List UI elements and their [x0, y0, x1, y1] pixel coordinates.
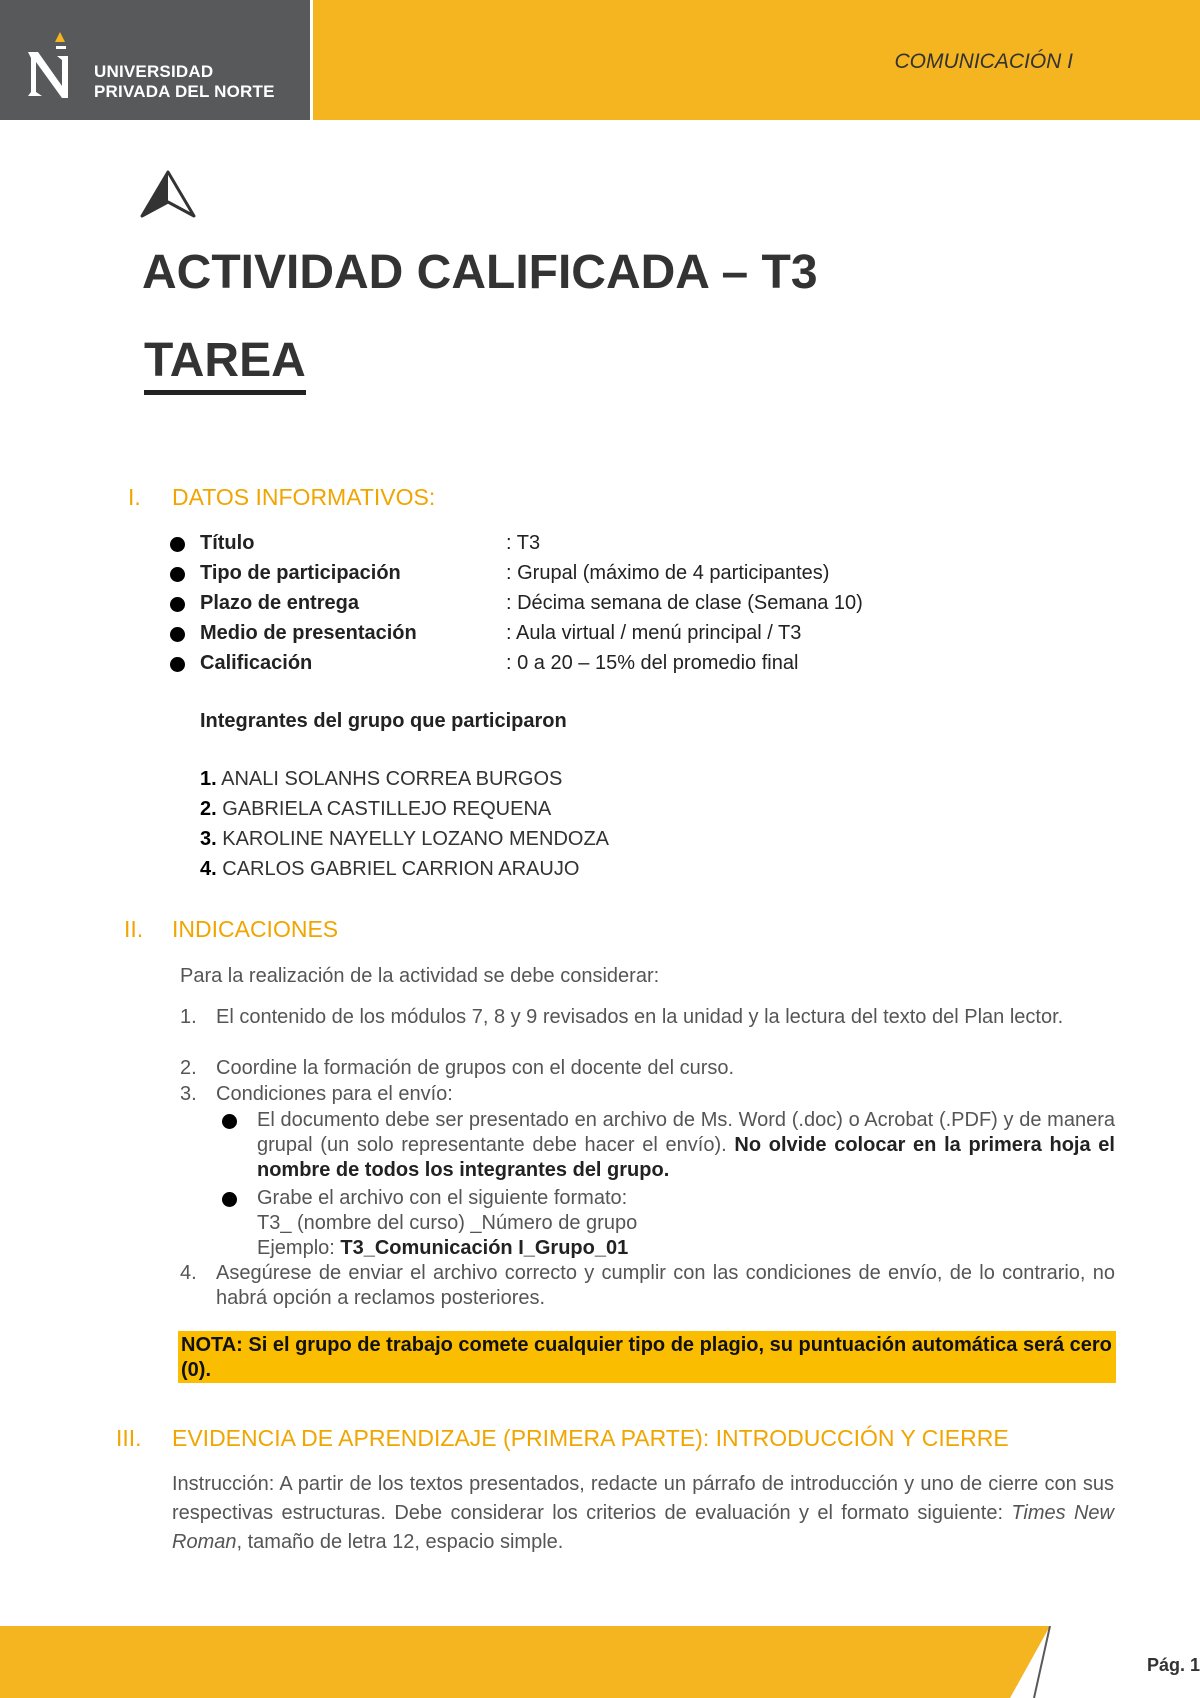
format-pattern: T3_ (nombre del curso) _Número de grupo [257, 1212, 638, 1234]
instruction-text: Instrucción: A partir de los textos presentados, redacte un párrafo de introducción y uno de cierre con sus respectivas estructuras. Debe considerar los criterios de evaluación y el formato siguiente: [172, 1473, 1114, 1524]
bullet-icon [170, 567, 185, 582]
bullet-icon [170, 597, 185, 612]
indication-number: 4. [180, 1262, 197, 1284]
page-number: Pág. 1 [1146, 1655, 1200, 1675]
condition-text [257, 1186, 1115, 1261]
member-item [200, 858, 579, 881]
page-subtitle: TAREA [144, 333, 306, 395]
instruction-text-end: , tamaño de letra 12, espacio simple. [236, 1531, 564, 1553]
bullet-icon [170, 537, 185, 552]
section3-number: III. [116, 1425, 142, 1451]
format-example [257, 1236, 1115, 1261]
bullet-icon [222, 1114, 237, 1129]
info-value: : 0 a 20 – 15% del promedio final [506, 652, 799, 674]
university-logo [0, 0, 313, 120]
navigation-arrow-icon [140, 170, 196, 218]
info-label: Tipo de participación [200, 562, 401, 584]
member-number: 4. [200, 858, 217, 880]
info-label: Título [200, 532, 255, 554]
indication-text: Asegúrese de enviar el archivo correcto y cumplir con las condiciones de envío, de lo contrario, no habrá opción a reclamos posteriores. [216, 1262, 1115, 1309]
info-label: Calificación [200, 652, 313, 674]
indication-number: 1. [180, 1006, 197, 1028]
section2-title: INDICACIONES [172, 916, 339, 942]
indications-intro: Para la realización de la actividad se debe considerar: [180, 965, 660, 987]
condition-text [257, 1108, 1115, 1183]
member-number: 2. [200, 798, 217, 820]
logo-text [94, 62, 275, 102]
course-name: COMUNICACIÓN I [894, 50, 1073, 73]
info-label: Plazo de entrega [200, 592, 359, 614]
condition-text-normal: El documento debe ser presentado en archivo de Ms. Word (.doc) o Acrobat (.PDF) y de manera grupal (un solo representante debe hacer el envío). [257, 1109, 1115, 1156]
format-line: Grabe el archivo con el siguiente formato: [257, 1187, 628, 1209]
section3-heading [116, 1425, 1009, 1452]
member-number: 1. [200, 768, 217, 790]
section2-heading [124, 916, 339, 943]
condition-text-bold: No olvide colocar en la primera hoja el nombre de todos los integrantes del grupo. [257, 1134, 1115, 1181]
member-item [200, 798, 551, 821]
members-title: Integrantes del grupo que participaron [200, 710, 567, 732]
bullet-icon [222, 1192, 237, 1207]
section1-number: I. [128, 484, 141, 510]
info-value: : Décima semana de clase (Semana 10) [506, 592, 863, 614]
footer-bar [0, 1626, 1200, 1698]
member-name: CARLOS GABRIEL CARRION ARAUJO [222, 858, 580, 880]
section2-number: II. [124, 916, 144, 942]
member-number: 3. [200, 828, 217, 850]
section1-title: DATOS INFORMATIVOS: [172, 484, 436, 510]
info-value: : T3 [506, 532, 541, 554]
instruction-paragraph [172, 1470, 1114, 1557]
indication-text: El contenido de los módulos 7, 8 y 9 revisados en la unidad y la lectura del texto del Plan lector. [216, 1006, 1064, 1028]
indication-text: Coordine la formación de grupos con el docente del curso. [216, 1057, 735, 1079]
example-value: T3_Comunicación I_Grupo_01 [340, 1237, 629, 1259]
indication-text: Condiciones para el envío: [216, 1083, 453, 1105]
footer-slash-icon [1010, 1626, 1070, 1698]
info-label: Medio de presentación [200, 622, 417, 644]
indication-number: 2. [180, 1057, 197, 1079]
member-item [200, 828, 609, 851]
section3-title: EVIDENCIA DE APRENDIZAJE (PRIMERA PARTE): INTRODUCCIÓN Y CIERRE [172, 1425, 1009, 1451]
member-name: ANALI SOLANHS CORREA BURGOS [221, 768, 563, 790]
header-bar [0, 0, 1200, 120]
bullet-icon [170, 657, 185, 672]
logo-n-icon [22, 30, 82, 100]
warning-note: NOTA: Si el grupo de trabajo comete cualquier tipo de plagio, su puntuación automática será cero (0). [178, 1331, 1116, 1383]
member-name: GABRIELA CASTILLEJO REQUENA [222, 798, 552, 820]
logo-line2: PRIVADA DEL NORTE [94, 82, 275, 101]
page-title: ACTIVIDAD CALIFICADA – T3 [142, 246, 818, 299]
bullet-icon [170, 627, 185, 642]
member-name: KAROLINE NAYELLY LOZANO MENDOZA [222, 828, 610, 850]
instruction-font-name: Times New Roman [172, 1502, 1114, 1553]
member-item [200, 768, 562, 791]
info-value: : Grupal (máximo de 4 participantes) [506, 562, 830, 584]
section1-heading [128, 484, 436, 511]
indication-number: 3. [180, 1083, 197, 1105]
example-label: Ejemplo: [257, 1237, 341, 1259]
info-value: : Aula virtual / menú principal / T3 [506, 622, 802, 644]
logo-line1: UNIVERSIDAD [94, 62, 214, 81]
